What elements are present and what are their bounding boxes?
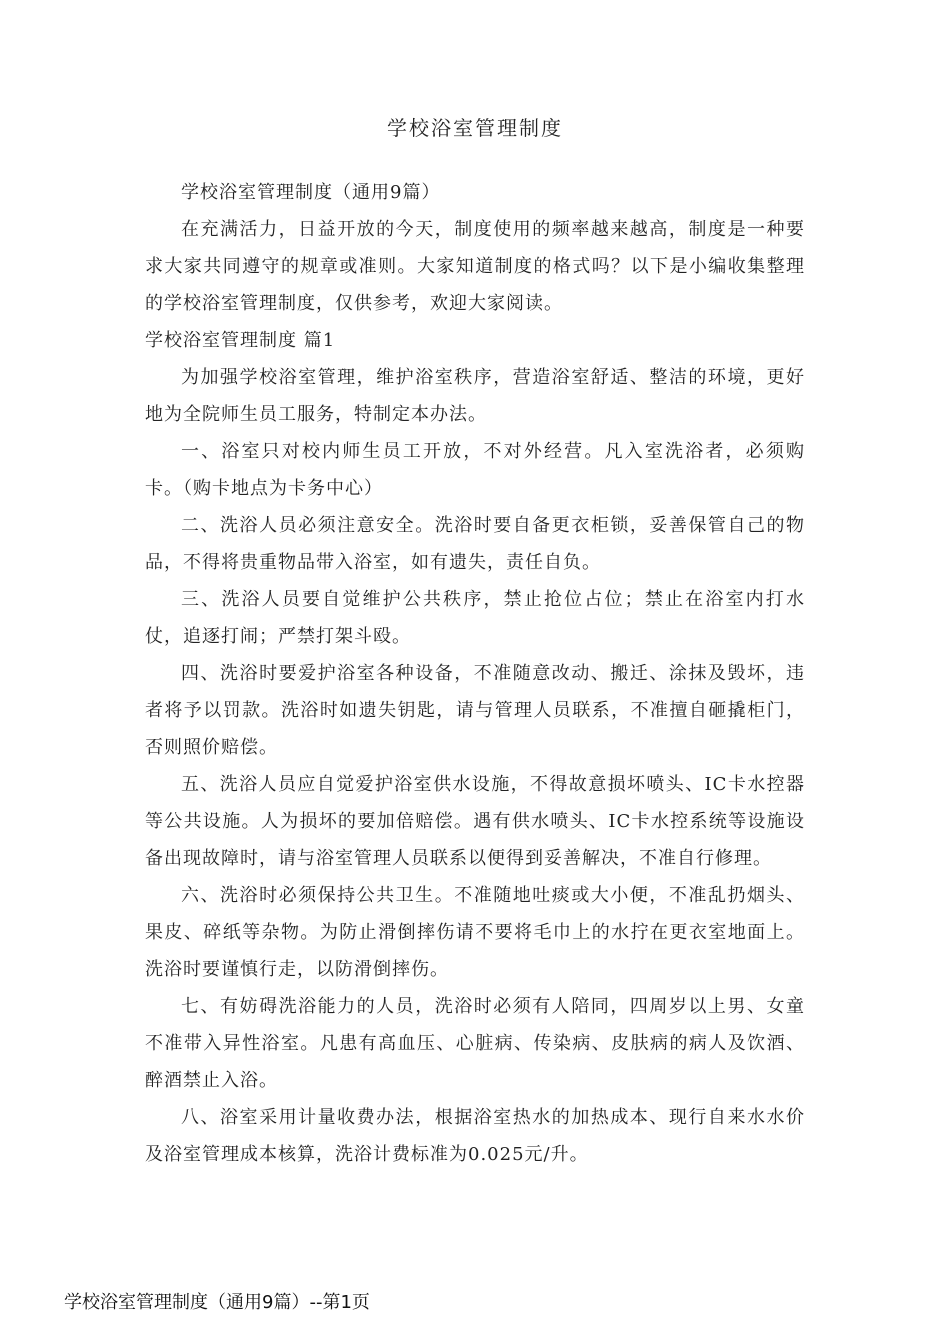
paragraph: 三、洗浴人员要自觉维护公共秩序，禁止抢位占位；禁止在浴室内打水仗，追逐打闹；严禁打架斗殴。 <box>145 589 805 647</box>
document-body <box>145 174 805 1173</box>
paragraph: 学校浴室管理制度（通用9篇） <box>181 182 441 203</box>
paragraph: 五、洗浴人员应自觉爱护浴室供水设施，不得故意损坏喷头、IC卡水控器等公共设施。人为损坏的要加倍赔偿。遇有供水喷头、IC卡水控系统等设施设备出现故障时，请与浴室管理人员联系以便得到妥善解决，不准自行修理。 <box>145 774 805 869</box>
paragraph: 八、浴室采用计量收费办法，根据浴室热水的加热成本、现行自来水水价及浴室管理成本核算，洗浴计费标准为0.025元/升。 <box>145 1107 805 1165</box>
paragraph: 一、浴室只对校内师生员工开放，不对外经营。凡入室洗浴者，必须购卡。（购卡地点为卡务中心） <box>145 441 805 499</box>
document-title: 学校浴室管理制度 <box>387 116 563 140</box>
paragraph: 二、洗浴人员必须注意安全。洗浴时要自备更衣柜锁，妥善保管自己的物品，不得将贵重物品带入浴室，如有遗失，责任自负。 <box>145 515 805 573</box>
paragraph: 在充满活力，日益开放的今天，制度使用的频率越来越高，制度是一种要求大家共同遵守的规章或准则。大家知道制度的格式吗？以下是小编收集整理的学校浴室管理制度，仅供参考，欢迎大家阅读。 <box>145 219 805 314</box>
page-footer: 学校浴室管理制度（通用9篇）--第1页 <box>64 1292 370 1313</box>
paragraph: 为加强学校浴室管理，维护浴室秩序，营造浴室舒适、整洁的环境，更好地为全院师生员工服务，特制定本办法。 <box>145 367 805 425</box>
section-heading: 学校浴室管理制度 篇1 <box>145 330 336 351</box>
paragraph: 四、洗浴时要爱护浴室各种设备，不准随意改动、搬迁、涂抹及毁坏，违者将予以罚款。洗浴时如遗失钥匙，请与管理人员联系，不准擅自砸撬柜门，否则照价赔偿。 <box>145 663 805 758</box>
paragraph: 六、洗浴时必须保持公共卫生。不准随地吐痰或大小便，不准乱扔烟头、果皮、碎纸等杂物。为防止滑倒摔伤请不要将毛巾上的水拧在更衣室地面上。洗浴时要谨慎行走，以防滑倒摔伤。 <box>145 885 805 980</box>
paragraph: 七、有妨碍洗浴能力的人员，洗浴时必须有人陪同，四周岁以上男、女童不准带入异性浴室。凡患有高血压、心脏病、传染病、皮肤病的病人及饮酒、醉酒禁止入浴。 <box>145 996 805 1091</box>
